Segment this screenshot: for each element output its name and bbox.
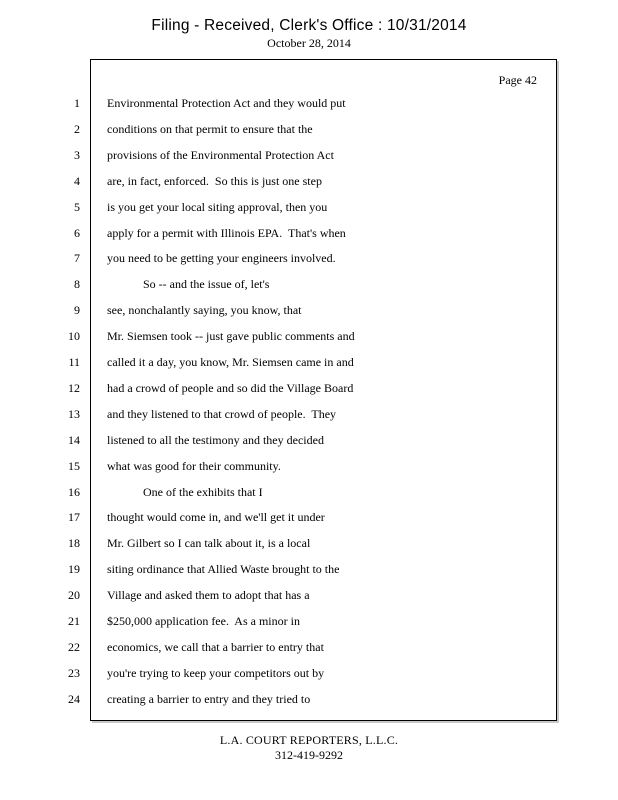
line-text: creating a barrier to entry and they tried to <box>107 692 311 706</box>
line-number: 12 <box>68 381 80 395</box>
line-number: 22 <box>68 640 80 654</box>
line-number: 13 <box>68 407 80 421</box>
filing-stamp: Filing - Received, Clerk's Office : 10/31/2014 <box>151 17 467 34</box>
line-text: Environmental Protection Act and they would put <box>107 96 346 110</box>
line-text: So -- and the issue of, let's <box>107 277 270 291</box>
line-text: apply for a permit with Illinois EPA. That's when <box>107 226 346 240</box>
line-number: 3 <box>74 148 80 162</box>
line-number: 1 <box>74 96 80 110</box>
line-number: 17 <box>68 510 80 524</box>
line-number: 6 <box>74 226 80 240</box>
line-text: conditions on that permit to ensure that the <box>107 122 313 136</box>
line-number: 10 <box>68 329 80 343</box>
line-text: thought would come in, and we'll get it under <box>107 510 325 524</box>
line-text: had a crowd of people and so did the Village Board <box>107 381 354 395</box>
line-number: 23 <box>68 666 80 680</box>
line-number: 15 <box>68 459 80 473</box>
line-text: is you get your local siting approval, then you <box>107 200 328 214</box>
line-text: and they listened to that crowd of people. They <box>107 407 337 421</box>
line-text: called it a day, you know, Mr. Siemsen came in and <box>107 355 354 369</box>
line-number: 14 <box>68 433 80 447</box>
line-text: Mr. Gilbert so I can talk about it, is a local <box>107 536 311 550</box>
line-text: economics, we call that a barrier to entry that <box>107 640 324 654</box>
line-text: see, nonchalantly saying, you know, that <box>107 303 302 317</box>
line-number: 16 <box>68 485 80 499</box>
line-text: what was good for their community. <box>107 459 281 473</box>
line-text: provisions of the Environmental Protection Act <box>107 148 334 162</box>
deposition-date: October 28, 2014 <box>267 36 351 50</box>
line-text: One of the exhibits that I <box>107 485 263 499</box>
line-text: are, in fact, enforced. So this is just one step <box>107 174 322 188</box>
line-text: Mr. Siemsen took -- just gave public comments and <box>107 329 355 343</box>
line-number: 24 <box>68 692 80 706</box>
line-text: listened to all the testimony and they decided <box>107 433 324 447</box>
line-number: 18 <box>68 536 80 550</box>
court-reporter-phone: 312-419-9292 <box>275 748 343 762</box>
line-number: 8 <box>74 277 80 291</box>
line-number: 20 <box>68 588 80 602</box>
line-number: 11 <box>68 355 80 369</box>
line-number: 9 <box>74 303 80 317</box>
line-text: $250,000 application fee. As a minor in <box>107 614 300 628</box>
line-number: 7 <box>74 251 80 265</box>
line-text: you're trying to keep your competitors out by <box>107 666 325 680</box>
line-text: siting ordinance that Allied Waste brought to the <box>107 562 340 576</box>
line-number: 19 <box>68 562 80 576</box>
line-text: Village and asked them to adopt that has a <box>107 588 310 602</box>
line-number: 21 <box>68 614 80 628</box>
line-text: you need to be getting your engineers involved. <box>107 251 336 265</box>
page-number: Page 42 <box>498 73 537 87</box>
line-number: 2 <box>74 122 80 136</box>
line-number: 5 <box>74 200 80 214</box>
line-number: 4 <box>74 174 80 188</box>
court-reporter-company: L.A. COURT REPORTERS, L.L.C. <box>219 733 399 747</box>
